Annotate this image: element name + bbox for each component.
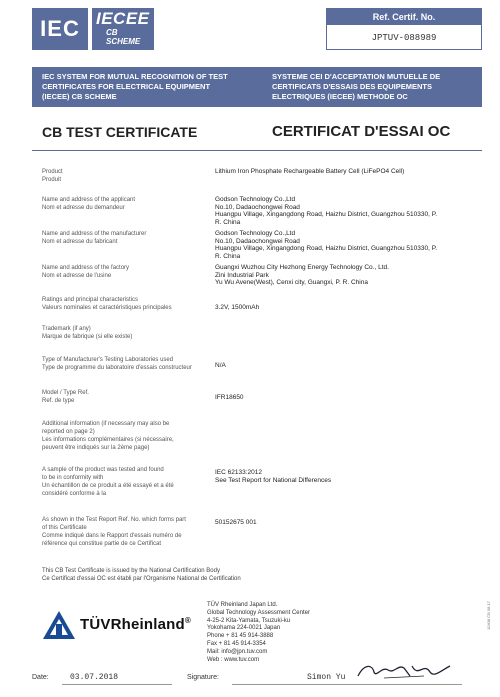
- factory-label: Name and address of the factory Nom et adresse de l'usine: [42, 265, 130, 279]
- form-code: 10408 CB 08.17: [486, 601, 491, 630]
- date-underline: [62, 684, 172, 685]
- model-value: IFR18650: [215, 394, 244, 401]
- reference-certificate-number: JPTUV-088989: [371, 33, 437, 43]
- tuv-rheinland-logo: [42, 608, 207, 642]
- model-label: Model / Type Ref. Ref. de type: [42, 390, 89, 404]
- reference-certificate-title: Ref. Certif. No.: [327, 9, 481, 25]
- handwritten-signature: [354, 660, 454, 682]
- scheme-description-english: IEC SYSTEM FOR MUTUAL RECOGNITION OF TEST CERTIFICATES FOR ELECTRICAL EQUIPMENT (IECEE) CB SCHEME: [42, 72, 228, 101]
- factory-value: Guangxi Wuzhou City Hezhong Energy Technology Co., Ltd. Zini Industrial Park Yu Wu Avene(West), Cenxi city, Guangxi, P. R. China: [215, 264, 389, 286]
- tested-standard-value: IEC 62133:2012 See Test Report for National Differences: [215, 469, 332, 484]
- reference-certificate-box: [326, 8, 482, 50]
- certification-body-address: TÜV Rheinland Japan Ltd. Global Technology Assessment Center 4-25-2 Kita-Yamata, Tsuzuki-ku Yokohama 224-0021 Japan Phone + 81 45 914-3888 Fax + 81 45 914-3354 Mail: info@jpn.tuv.com Web : www.tuv.com: [207, 602, 310, 663]
- title-divider: [32, 150, 482, 151]
- ratings-label: Ratings and principal characteristics Valeurs nominales et caractéristiques principales: [42, 297, 172, 311]
- tuv-triangle-icon: [42, 610, 76, 640]
- test-report-label: As shown in the Test Report Ref. No. which forms part of this Certificate Comme indiqué dans le Rapport d'essais numéro de référence qui constitue partie de ce Certificat: [42, 517, 186, 547]
- issued-by-statement: This CB Test Certificate is issued by the National Certification Body Ce Certificat d'essai OC est établi par l'Organisme National de Certification: [42, 568, 241, 582]
- tuv-rheinland-wordmark: TÜVRheinland®: [80, 616, 192, 633]
- certificate-title-english: CB TEST CERTIFICATE: [42, 124, 198, 140]
- scheme-description-band: [32, 67, 482, 107]
- cb-scheme-logo-text: CB SCHEME: [106, 28, 141, 46]
- applicant-label: Name and address of the applicant Nom et adresse du demandeur: [42, 197, 136, 211]
- certificate-title-french: CERTIFICAT D'ESSAI OC: [272, 123, 451, 140]
- certificate-header: [32, 8, 482, 52]
- iecee-cb-scheme-logo: [92, 8, 154, 50]
- additional-info-label: Additional information (if necessary may also be reported on page 2) Les informations complémentaires (si nécessaire, peuvent être indiqués sur la 2ème page): [42, 421, 174, 451]
- manufacturer-value: Godson Technology Co.,Ltd No.10, Dadaochongwei Road Huangpu Village, Xingangdong Road, Haizhu District, Guangzhou 510330, P. R. China: [215, 230, 437, 260]
- ratings-value: 3.2V, 1500mAh: [215, 304, 260, 311]
- testing-lab-label: Type of Manufacturer's Testing Laboratories used Type de programme du laboratoire d'essais constructeur: [42, 357, 192, 371]
- trademark-label: Trademark (if any) Marque de fabrique (si elle existe): [42, 326, 133, 340]
- certificate-title-row: [32, 118, 482, 144]
- scheme-description-french: SYSTEME CEI D'ACCEPTATION MUTUELLE DE CERTIFICATS D'ESSAIS DES EQUIPEMENTS ELECTRIQUES (IECEE) METHODE OC: [272, 72, 441, 101]
- tested-standard-label: A sample of the product was tested and found to be in conformity with Un échantillon de ce produit a été essayé et a été considéré conforme à la: [42, 467, 174, 497]
- date-value: 03.07.2018: [70, 673, 119, 682]
- manufacturer-label: Name and address of the manufacturer Nom et adresse du fabricant: [42, 231, 147, 245]
- applicant-value: Godson Technology Co.,Ltd No.10, Dadaochongwei Road Huangpu Village, Xingangdong Road, Haizhu District, Guangzhou 510330, P. R. China: [215, 196, 437, 226]
- signature-name: Simon Yu: [307, 673, 346, 682]
- date-label: Date:: [32, 674, 49, 681]
- signature-label: Signature:: [187, 674, 219, 681]
- signature-underline: [232, 684, 462, 685]
- certificate-footer: [32, 594, 482, 690]
- iec-logo: IEC: [32, 8, 88, 50]
- test-report-value: 50152675 001: [215, 519, 257, 526]
- iecee-logo-text: IECEE: [96, 9, 150, 28]
- product-value: Lithium Iron Phosphate Rechargeable Battery Cell (LiFePO4 Cell): [215, 168, 405, 175]
- product-label: Product Produit: [42, 169, 63, 183]
- testing-lab-value: N/A: [215, 362, 226, 369]
